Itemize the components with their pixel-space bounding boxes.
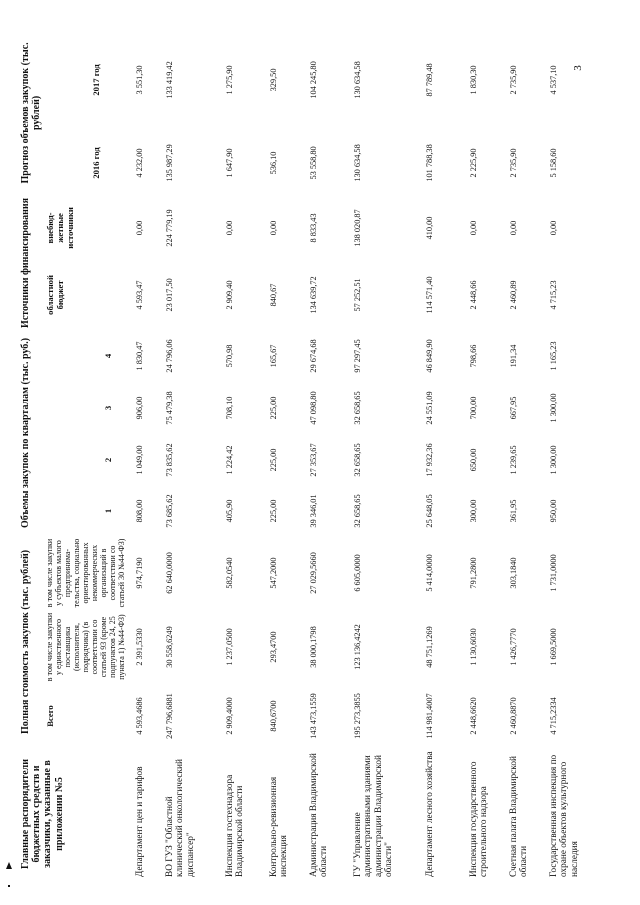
cell-y2016: 2 735,90 xyxy=(508,148,518,178)
cell-extra: 0,00 xyxy=(224,220,234,236)
header-single-supplier: в том числе закупки у единственного поставщика (исполнителя, подрядчика) (в соответствии со статьей 93 (кроме подпунктов 24, 25 пункта 1) №44-ФЗ) xyxy=(45,612,126,682)
cell-y2017: 130 634,58 xyxy=(352,61,362,99)
cell-q1: 39 346,01 xyxy=(308,494,318,528)
cell-q4: 798,66 xyxy=(468,344,478,368)
header-2016: 2016 год xyxy=(91,147,102,179)
cell-y2016: 53 558,80 xyxy=(308,146,318,180)
table-row xyxy=(159,30,219,880)
cell-q4: 29 674,68 xyxy=(308,339,318,373)
cell-single: 123 136,4242 xyxy=(352,624,362,670)
cell-single: 1 130,6030 xyxy=(468,628,478,666)
cell-single: 30 558,6249 xyxy=(164,626,174,668)
header-q2: 2 xyxy=(103,457,114,463)
cell-q2: 17 932,36 xyxy=(424,443,434,477)
cell-total: 195 273,3855 xyxy=(352,693,362,739)
cell-extra: 0,00 xyxy=(468,220,478,236)
cell-q2: 1 239,65 xyxy=(508,445,518,475)
row-name: Государственная инспекция по охране объектов культурного наследия xyxy=(548,754,580,877)
cell-extra: 224 779,19 xyxy=(164,209,174,247)
cell-smp: 582,0540 xyxy=(224,557,234,589)
cell-regional: 23 017,50 xyxy=(164,278,174,312)
cell-q1: 32 658,65 xyxy=(352,494,362,528)
table-row xyxy=(129,30,159,880)
cell-y2016: 5 158,60 xyxy=(548,148,558,178)
table-body xyxy=(129,30,603,880)
cell-regional: 4 715,23 xyxy=(548,280,558,310)
header-distributors: Главные распорядители бюджетных средств и заказчики, указанные в приложении №5 xyxy=(20,758,65,870)
cell-single: 2 391,5330 xyxy=(134,628,144,666)
cell-regional: 2 909,40 xyxy=(224,280,234,310)
cell-regional: 840,67 xyxy=(268,283,278,307)
cell-y2016: 1 647,90 xyxy=(224,148,234,178)
cell-extra: 0,00 xyxy=(548,220,558,236)
scan-edge-dot xyxy=(8,885,10,887)
cell-q4: 1 830,47 xyxy=(134,341,144,371)
cell-regional: 2 448,66 xyxy=(468,280,478,310)
cell-q1: 300,00 xyxy=(468,499,478,523)
cell-q2: 73 835,62 xyxy=(164,443,174,477)
cell-q1: 405,90 xyxy=(224,499,234,523)
cell-q2: 650,00 xyxy=(468,448,478,472)
cell-total: 4 715,2334 xyxy=(548,697,558,735)
cell-extra: 138 020,87 xyxy=(352,209,362,247)
cell-q1: 25 648,05 xyxy=(424,494,434,528)
cell-q2: 1 300,00 xyxy=(548,445,558,475)
cell-smp: 6 605,0000 xyxy=(352,554,362,592)
row-name: Администрация Владимирской области xyxy=(308,753,330,877)
header-q3: 3 xyxy=(103,405,114,411)
header-funding: Источники финансирования xyxy=(20,197,31,328)
header-total: Всего xyxy=(45,705,56,727)
header-total-cost: Полная стоимость закупок (тыс. рублей) xyxy=(20,549,31,735)
cell-smp: 791,2800 xyxy=(468,557,478,589)
header-extra-budget: внебюд-жетные источники xyxy=(45,207,75,249)
cell-y2017: 2 735,90 xyxy=(508,65,518,95)
cell-q3: 225,00 xyxy=(268,396,278,420)
row-name: Департамент лесного хозяйства xyxy=(424,751,435,877)
cell-q3: 667,95 xyxy=(508,396,518,420)
cell-total: 2 448,6620 xyxy=(468,697,478,735)
cell-total: 2 460,8870 xyxy=(508,697,518,735)
cell-q3: 1 300,00 xyxy=(548,393,558,423)
cell-q4: 165,67 xyxy=(268,344,278,368)
cell-y2016: 135 987,29 xyxy=(164,144,174,182)
cell-total: 2 909,4000 xyxy=(224,697,234,735)
table-row xyxy=(503,30,543,880)
cell-q2: 1 224,42 xyxy=(224,445,234,475)
header-q4: 4 xyxy=(103,353,114,359)
cell-regional: 57 252,51 xyxy=(352,278,362,312)
header-smp: в том числе закупки у субъектов малого предпринима-тельства, социально ориентированных некоммерческих организаций в соответствии со статьей 30 №44-ФЗ) xyxy=(45,538,126,608)
header-quarterly: Объемы закупок по кварталам (тыс. руб.) xyxy=(20,337,31,529)
cell-y2016: 130 634,58 xyxy=(352,144,362,182)
cell-q2: 225,00 xyxy=(268,448,278,472)
cell-single: 293,4700 xyxy=(268,631,278,663)
row-name: Департамент цен и тарифов xyxy=(134,766,145,877)
cell-q1: 73 685,62 xyxy=(164,494,174,528)
cell-y2017: 87 789,48 xyxy=(424,63,434,97)
cell-regional: 4 593,47 xyxy=(134,280,144,310)
cell-total: 840,6700 xyxy=(268,700,278,732)
procurement-table xyxy=(18,30,603,880)
cell-q3: 906,00 xyxy=(134,396,144,420)
cell-q3: 32 658,65 xyxy=(352,391,362,425)
cell-y2016: 101 788,38 xyxy=(424,144,434,182)
cell-regional: 134 639,72 xyxy=(308,276,318,314)
cell-q3: 708,10 xyxy=(224,396,234,420)
cell-q3: 75 479,38 xyxy=(164,391,174,425)
cell-q4: 1 165,23 xyxy=(548,341,558,371)
cell-y2017: 104 245,80 xyxy=(308,61,318,99)
cell-total: 247 796,6881 xyxy=(164,693,174,739)
table-row xyxy=(303,30,347,880)
row-name: Инспекция государственного строительного надзора xyxy=(468,761,490,877)
header-regional-budget: областной бюджет xyxy=(45,275,65,315)
header-q1: 1 xyxy=(103,508,114,514)
cell-y2016: 536,10 xyxy=(268,151,278,175)
table-row xyxy=(347,30,419,880)
cell-q2: 27 353,67 xyxy=(308,443,318,477)
page-number: 3 xyxy=(571,65,584,71)
cell-q3: 24 551,09 xyxy=(424,391,434,425)
cell-single: 48 751,1269 xyxy=(424,626,434,668)
row-name: Контрольно-ревизионная инспекция xyxy=(268,776,290,877)
cell-regional: 2 460,89 xyxy=(508,280,518,310)
cell-q2: 1 049,00 xyxy=(134,445,144,475)
cell-extra: 0,00 xyxy=(134,220,144,236)
table-row xyxy=(263,30,303,880)
cell-y2017: 3 551,30 xyxy=(134,65,144,95)
cell-smp: 974,7190 xyxy=(134,557,144,589)
cell-total: 4 593,4686 xyxy=(134,697,144,735)
table-row xyxy=(463,30,503,880)
cell-total: 114 981,4007 xyxy=(424,693,434,739)
table-row xyxy=(219,30,263,880)
rotated-table-container xyxy=(18,30,578,880)
cell-q3: 47 098,80 xyxy=(308,391,318,425)
row-name: ГУ "Управление административными зданиями администрации Владимирской области" xyxy=(352,755,395,877)
cell-q3: 700,00 xyxy=(468,396,478,420)
cell-smp: 1 731,0000 xyxy=(548,554,558,592)
header-2017: 2017 год xyxy=(91,64,102,96)
cell-smp: 27 029,5660 xyxy=(308,552,318,594)
cell-q4: 191,34 xyxy=(508,344,518,368)
cell-y2016: 2 225,90 xyxy=(468,148,478,178)
cell-smp: 5 414,0000 xyxy=(424,554,434,592)
cell-y2017: 1 275,90 xyxy=(224,65,234,95)
header-forecast: Прогноз объемов закупок (тыс. рублей) xyxy=(20,42,43,184)
cell-q1: 950,00 xyxy=(548,499,558,523)
cell-single: 1 426,7770 xyxy=(508,628,518,666)
row-name: ВО ГУЗ "Областной клинический онкологический диспансер" xyxy=(164,759,196,877)
cell-y2016: 4 232,00 xyxy=(134,148,144,178)
cell-y2017: 1 830,30 xyxy=(468,65,478,95)
cell-regional: 114 571,40 xyxy=(424,276,434,314)
cell-q4: 97 297,45 xyxy=(352,339,362,373)
cell-smp: 303,1840 xyxy=(508,557,518,589)
table-row xyxy=(419,30,463,880)
cell-q1: 361,95 xyxy=(508,499,518,523)
cell-y2017: 329,50 xyxy=(268,68,278,92)
cell-q4: 24 796,06 xyxy=(164,339,174,373)
cell-y2017: 133 419,42 xyxy=(164,61,174,99)
cell-y2017: 4 537,10 xyxy=(548,65,558,95)
cell-smp: 62 640,0000 xyxy=(164,552,174,594)
cell-extra: 410,00 xyxy=(424,216,434,240)
cell-q1: 808,00 xyxy=(134,499,144,523)
cell-total: 143 473,1559 xyxy=(308,693,318,739)
table-row xyxy=(543,30,603,880)
row-name: Инспекция гостехнадзора Владимирской области xyxy=(224,774,246,877)
cell-extra: 0,00 xyxy=(268,220,278,236)
cell-q4: 570,98 xyxy=(224,344,234,368)
cell-smp: 547,2000 xyxy=(268,557,278,589)
cell-single: 38 000,1798 xyxy=(308,626,318,668)
row-name: Счетная палата Владимирской области xyxy=(508,756,530,877)
cell-single: 1 237,0500 xyxy=(224,628,234,666)
cell-extra: 0,00 xyxy=(508,220,518,236)
cell-q4: 46 849,90 xyxy=(424,339,434,373)
scan-edge-mark xyxy=(6,862,12,869)
cell-single: 1 669,5000 xyxy=(548,628,558,666)
cell-q2: 32 658,65 xyxy=(352,443,362,477)
cell-q1: 225,00 xyxy=(268,499,278,523)
cell-extra: 8 833,43 xyxy=(308,213,318,243)
